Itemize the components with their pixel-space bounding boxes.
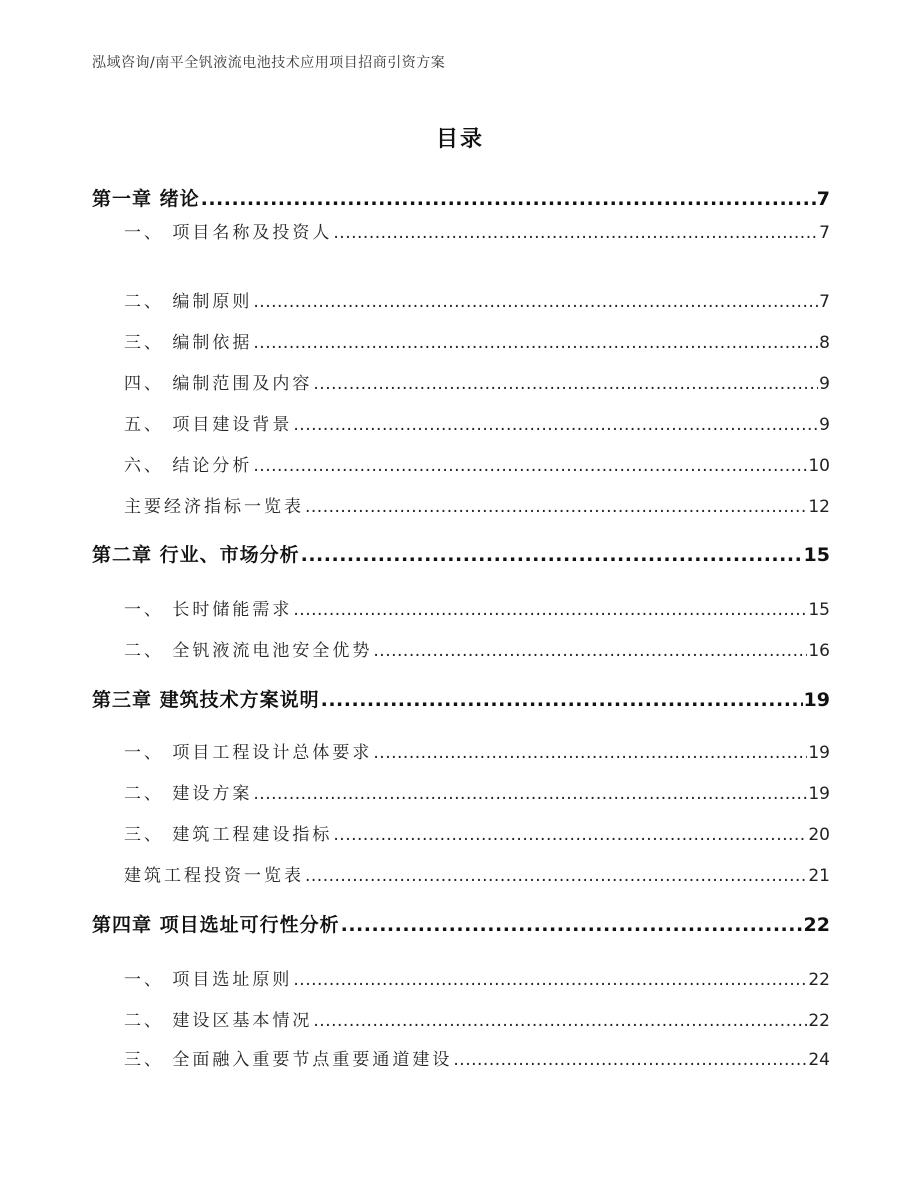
toc-page-number: 7: [816, 188, 830, 210]
toc-entry-label: 一、 长时储能需求: [124, 600, 293, 620]
toc-section-3-1[interactable]: [124, 738, 830, 763]
toc-chapter-3[interactable]: [92, 685, 830, 712]
dot-leader: [305, 866, 807, 886]
toc-entry-label: 一、 项目工程设计总体要求: [124, 743, 373, 763]
toc-page-number: 19: [803, 689, 830, 711]
dot-leader: [253, 784, 807, 804]
toc-chapter-4[interactable]: [92, 910, 830, 937]
dot-leader: [293, 600, 807, 620]
dot-leader: [201, 188, 816, 210]
dot-leader: [253, 456, 807, 476]
toc-entry-label: 第三章 建筑技术方案说明: [92, 689, 320, 711]
toc-section-1-1[interactable]: [124, 218, 830, 243]
toc-title: 目录: [435, 127, 484, 152]
toc-entry-label: 二、 编制原则: [124, 292, 253, 312]
toc-entry-label: 四、 编制范围及内容: [124, 374, 313, 394]
dot-leader: [373, 641, 807, 661]
toc-section-4-1[interactable]: [124, 965, 830, 990]
dot-leader: [313, 1011, 807, 1031]
toc-section-2-1[interactable]: [124, 595, 830, 620]
dot-leader: [333, 825, 807, 845]
toc-page-number: 19: [808, 784, 830, 804]
dot-leader: [453, 1050, 807, 1070]
toc-page-number: 16: [808, 641, 830, 661]
toc-page-number: 9: [819, 415, 830, 435]
toc-entry-label: 一、 项目名称及投资人: [124, 223, 333, 243]
dot-leader: [321, 689, 803, 711]
toc-entry-label: 第四章 项目选址可行性分析: [92, 914, 340, 936]
toc-page-number: 10: [808, 456, 830, 476]
toc-section-1-2[interactable]: [124, 287, 830, 312]
toc-section-1-3[interactable]: [124, 328, 830, 353]
toc-chapter-1[interactable]: [92, 184, 830, 211]
toc-page-number: 19: [808, 743, 830, 763]
toc-section-4-3[interactable]: [124, 1045, 830, 1070]
dot-leader: [373, 743, 807, 763]
running-header: 泓域咨询/南平全钒液流电池技术应用项目招商引资方案: [92, 55, 446, 71]
dot-leader: [293, 970, 807, 990]
toc-section-4-2[interactable]: [124, 1006, 830, 1031]
toc-page-number: 8: [819, 333, 830, 353]
toc-page-number: 22: [803, 914, 830, 936]
toc-section-2-2[interactable]: [124, 636, 830, 661]
toc-section-1-table[interactable]: [124, 492, 830, 517]
toc-page-number: 7: [819, 223, 830, 243]
toc-page-number: 9: [819, 374, 830, 394]
toc-page-number: 22: [808, 970, 830, 990]
toc-entry-label: 一、 项目选址原则: [124, 970, 293, 990]
toc-entry-label: 三、 编制依据: [124, 333, 253, 353]
toc-page-number: 24: [808, 1050, 830, 1070]
dot-leader: [253, 292, 818, 312]
toc-page-number: 12: [808, 497, 830, 517]
dot-leader: [293, 415, 818, 435]
dot-leader: [333, 223, 818, 243]
toc-entry-label: 三、 建筑工程建设指标: [124, 825, 333, 845]
toc-entry-label: 二、 全钒液流电池安全优势: [124, 641, 373, 661]
toc-entry-label: 五、 项目建设背景: [124, 415, 293, 435]
dot-leader: [341, 914, 803, 936]
toc-entry-label: 建筑工程投资一览表: [124, 866, 304, 886]
toc-page-number: 7: [819, 292, 830, 312]
toc-page-number: 22: [808, 1011, 830, 1031]
toc-section-3-2[interactable]: [124, 779, 830, 804]
toc-section-1-6[interactable]: [124, 451, 830, 476]
toc-entry-label: 六、 结论分析: [124, 456, 253, 476]
toc-entry-label: 三、 全面融入重要节点重要通道建设: [124, 1050, 453, 1070]
toc-page-number: 15: [803, 544, 830, 566]
dot-leader: [313, 374, 818, 394]
dot-leader: [253, 333, 818, 353]
toc-section-1-4[interactable]: [124, 369, 830, 394]
toc-entry-label: 第一章 绪论: [92, 188, 200, 210]
toc-page-number: 21: [808, 866, 830, 886]
toc-section-3-3[interactable]: [124, 820, 830, 845]
toc-entry-label: 主要经济指标一览表: [124, 497, 304, 517]
toc-chapter-2[interactable]: [92, 540, 830, 567]
toc-entry-label: 第二章 行业、市场分析: [92, 544, 300, 566]
toc-page-number: 15: [808, 600, 830, 620]
dot-leader: [301, 544, 803, 566]
toc-page-number: 20: [808, 825, 830, 845]
toc-entry-label: 二、 建设区基本情况: [124, 1011, 313, 1031]
toc-entry-label: 二、 建设方案: [124, 784, 253, 804]
dot-leader: [305, 497, 807, 517]
toc-section-3-table[interactable]: [124, 861, 830, 886]
toc-section-1-5[interactable]: [124, 410, 830, 435]
